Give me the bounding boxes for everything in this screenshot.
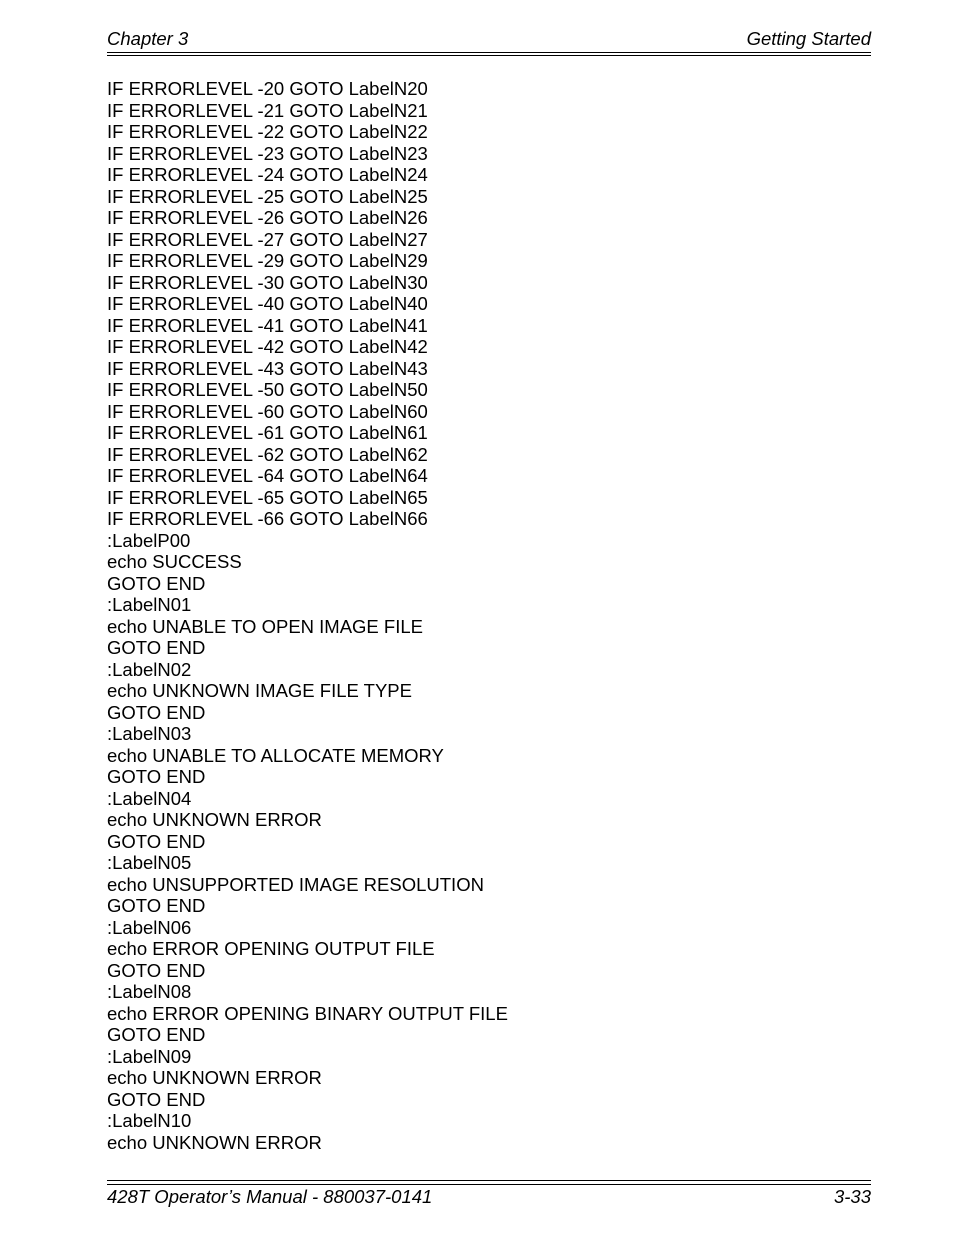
code-line: echo UNKNOWN IMAGE FILE TYPE: [107, 680, 412, 701]
code-line: GOTO END: [107, 1024, 206, 1045]
code-line: IF ERRORLEVEL -21 GOTO LabelN21: [107, 99, 428, 121]
code-line: echo UNKNOWN ERROR: [107, 1067, 322, 1088]
code-line: :LabelN08: [107, 981, 192, 1002]
code-line: :LabelN01: [107, 594, 192, 615]
code-line: IF ERRORLEVEL -60 GOTO LabelN60: [107, 400, 428, 422]
code-line: IF ERRORLEVEL -23 GOTO LabelN23: [107, 142, 428, 164]
code-line: :LabelP00: [107, 529, 191, 551]
code-line: GOTO END: [107, 637, 206, 658]
code-line: :LabelN05: [107, 852, 192, 873]
code-line: IF ERRORLEVEL -40 GOTO LabelN40: [107, 293, 428, 314]
code-line: IF ERRORLEVEL -42 GOTO LabelN42: [107, 336, 428, 357]
code-line: IF ERRORLEVEL -26 GOTO LabelN26: [107, 207, 428, 228]
code-line: IF ERRORLEVEL -29 GOTO LabelN29: [107, 250, 428, 271]
code-line: echo UNKNOWN ERROR: [107, 1131, 322, 1153]
code-line: IF ERRORLEVEL -61 GOTO LabelN61: [107, 422, 428, 443]
code-line: echo UNSUPPORTED IMAGE RESOLUTION: [107, 873, 484, 895]
code-line: GOTO END: [107, 830, 206, 852]
code-line: IF ERRORLEVEL -25 GOTO LabelN25: [107, 185, 428, 207]
code-line: :LabelN04: [107, 787, 192, 809]
code-line: :LabelN03: [107, 723, 192, 744]
code-line: GOTO END: [107, 701, 206, 723]
code-line: IF ERRORLEVEL -22 GOTO LabelN22: [107, 121, 428, 142]
code-line: echo ERROR OPENING OUTPUT FILE: [107, 938, 435, 959]
code-line: IF ERRORLEVEL -43 GOTO LabelN43: [107, 357, 428, 379]
code-line: echo ERROR OPENING BINARY OUTPUT FILE: [107, 1002, 508, 1024]
code-line: :LabelN09: [107, 1045, 192, 1067]
code-line: GOTO END: [107, 572, 206, 594]
page-footer: [107, 1180, 871, 1211]
code-line: IF ERRORLEVEL -20 GOTO LabelN20: [107, 78, 428, 99]
section-title: Getting Started: [746, 28, 871, 49]
code-line: echo UNABLE TO ALLOCATE MEMORY: [107, 744, 444, 766]
code-line: echo UNKNOWN ERROR: [107, 809, 322, 830]
code-line: IF ERRORLEVEL -41 GOTO LabelN41: [107, 314, 428, 336]
code-line: :LabelN10: [107, 1110, 192, 1131]
page-number: 3-33: [833, 1186, 871, 1207]
code-line: GOTO END: [107, 1088, 206, 1110]
code-line: GOTO END: [107, 959, 206, 981]
code-line: IF ERRORLEVEL -24 GOTO LabelN24: [107, 164, 428, 185]
code-line: IF ERRORLEVEL -30 GOTO LabelN30: [107, 271, 428, 293]
batch-code-listing: [107, 78, 867, 1153]
chapter-label: Chapter 3: [107, 28, 189, 49]
code-line: IF ERRORLEVEL -50 GOTO LabelN50: [107, 379, 428, 400]
code-line: :LabelN06: [107, 916, 192, 938]
code-line: echo SUCCESS: [107, 551, 242, 572]
page-header: [107, 28, 871, 53]
code-line: IF ERRORLEVEL -27 GOTO LabelN27: [107, 228, 428, 250]
code-line: echo UNABLE TO OPEN IMAGE FILE: [107, 615, 423, 637]
code-line: IF ERRORLEVEL -64 GOTO LabelN64: [107, 465, 428, 486]
code-line: GOTO END: [107, 766, 206, 787]
code-line: IF ERRORLEVEL -62 GOTO LabelN62: [107, 443, 428, 465]
code-line: GOTO END: [107, 895, 206, 916]
code-line: IF ERRORLEVEL -65 GOTO LabelN65: [107, 486, 428, 508]
code-line: :LabelN02: [107, 658, 192, 680]
manual-title: 428T Operator’s Manual - 880037-0141: [107, 1186, 433, 1207]
code-line: IF ERRORLEVEL -66 GOTO LabelN66: [107, 508, 428, 529]
